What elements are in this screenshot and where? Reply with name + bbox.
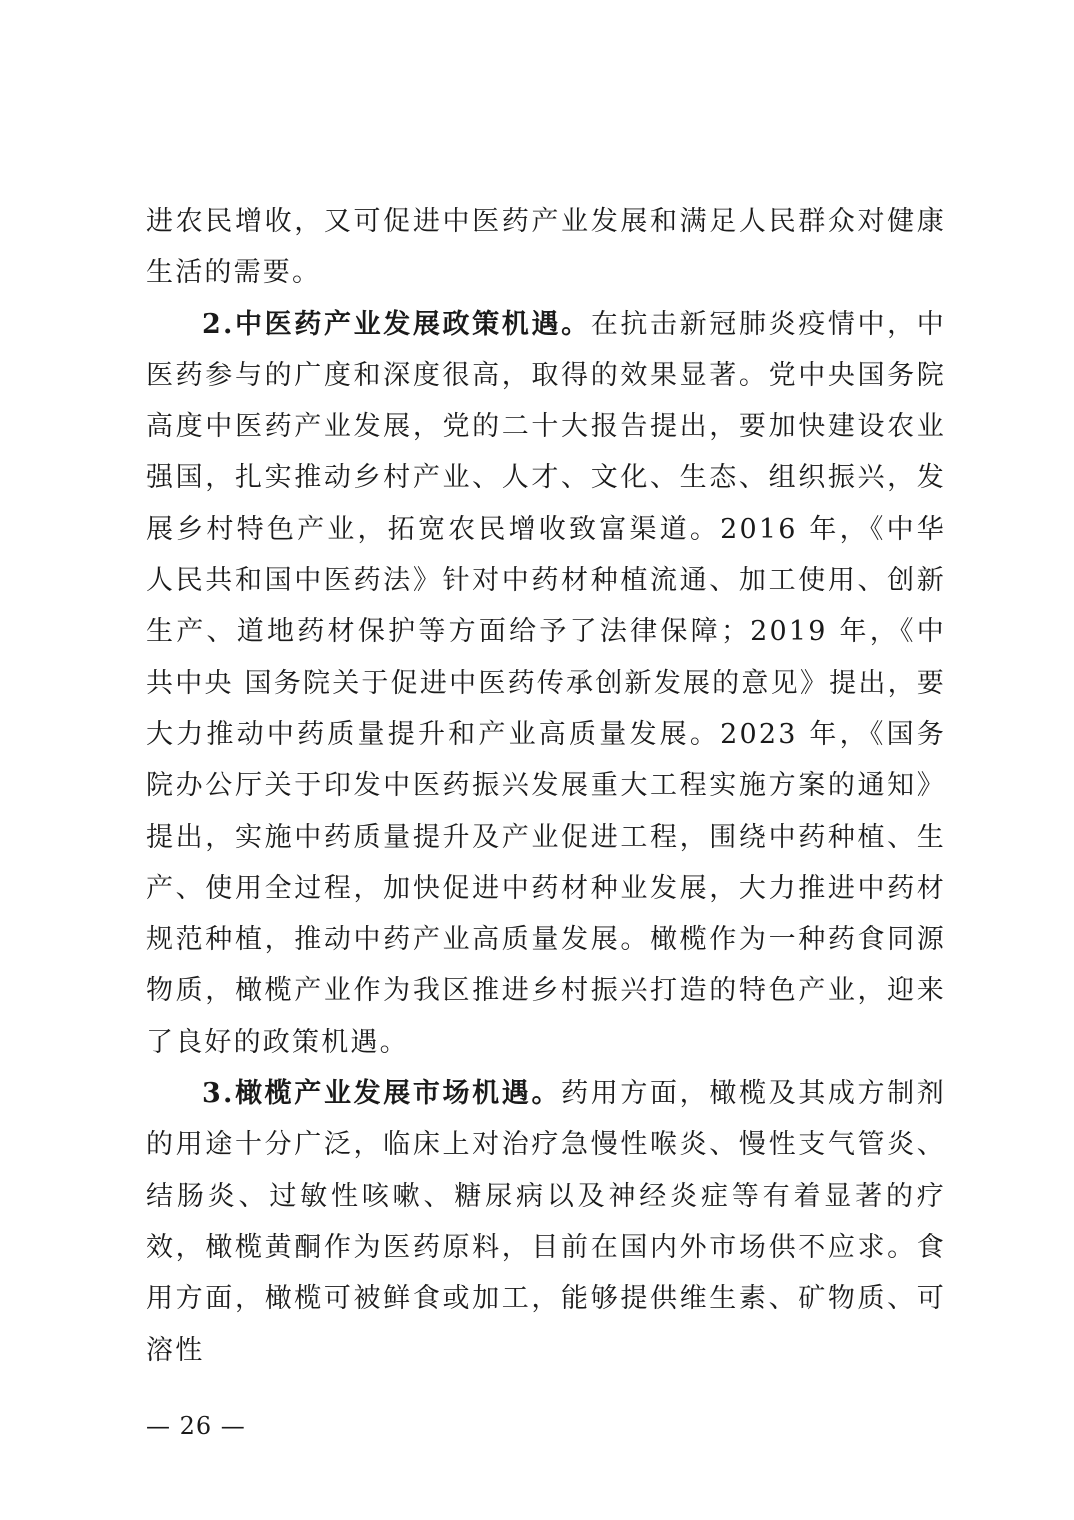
document-body — [146, 196, 946, 1376]
section-heading: 3.橄榄产业发展市场机遇。 — [202, 1078, 562, 1110]
paragraph-text: 药用方面，橄榄及其成方制剂的用途十分广泛，临床上对治疗急慢性喉炎、慢性支气管炎、结肠炎、过敏性咳嗽、糖尿病以及神经炎症等有着显著的疗效，橄榄黄酮作为医药原料，目前在国内外市场供不应求。食用方面，橄榄可被鲜食或加工，能够提供维生素、矿物质、可溶性 — [146, 1078, 946, 1366]
paragraph-continuation — [146, 196, 946, 299]
paragraph-text: 在抗击新冠肺炎疫情中，中医药参与的广度和深度很高，取得的效果显著。党中央国务院高度中医药产业发展，党的二十大报告提出，要加快建设农业强国，扎实推动乡村产业、人才、文化、生态、组织振兴，发展乡村特色产业，拓宽农民增收致富渠道。2016 年，《中华人民共和国中医药法》针对中药材种植流通、加工使用、创新生产、道地药材保护等方面给予了法律保障；2019 年，《中共中央 国务院关于促进中医药传承创新发展的意见》提出，要大力推动中药质量提升和产业高质量发展。2023 年，《国务院办公厅关于印发中医药振兴发展重大工程实施方案的通知》提出，实施中药质量提升及产业促进工程，围绕中药种植、生产、使用全过程，加快促进中药材种业发展，大力推进中药材规范种植，推动中药产业高质量发展。橄榄作为一种药食同源物质，橄榄产业作为我区推进乡村振兴打造的特色产业，迎来了良好的政策机遇。 — [146, 308, 946, 1058]
paragraph-text: 进农民增收，又可促进中医药产业发展和满足人民群众对健康生活的需要。 — [146, 206, 946, 289]
section-heading: 2.中医药产业发展政策机遇。 — [202, 308, 591, 340]
paragraph-policy-opportunity — [146, 299, 946, 1068]
paragraph-market-opportunity — [146, 1068, 946, 1376]
page-number: — 26 — — [146, 1412, 246, 1440]
